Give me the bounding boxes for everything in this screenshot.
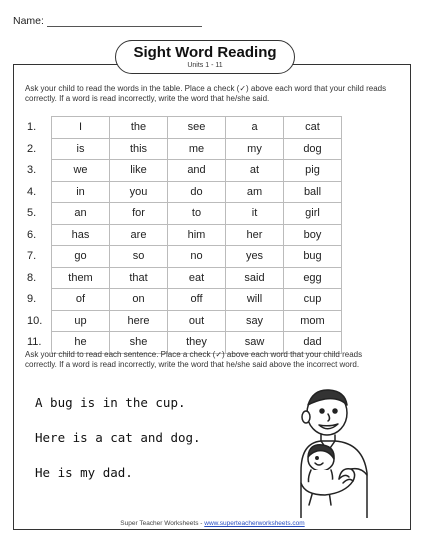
sight-word-cell: dog [284, 138, 342, 160]
sight-word-cell: boy [284, 224, 342, 246]
sight-word-cell: and [168, 160, 226, 182]
sight-word-cell: it [226, 203, 284, 225]
name-field [13, 15, 202, 27]
page-subtitle: Units 1 - 11 [187, 62, 223, 69]
sight-word-cell: on [110, 289, 168, 311]
word-row [27, 289, 342, 311]
sight-word-cell: like [110, 160, 168, 182]
sight-word-cell: an [52, 203, 110, 225]
sight-word-cell: we [52, 160, 110, 182]
row-number: 2. [27, 142, 37, 155]
sight-word-cell: in [52, 181, 110, 203]
row-number: 1. [27, 121, 37, 134]
name-line[interactable] [47, 16, 202, 27]
sentence-instructions: Ask your child to read each sentence. Place a check (✓) above each word that your child reads correctly. If a word is read incorrectly, write the word that he/she said above the incorrect word. [25, 350, 363, 369]
word-row [27, 267, 342, 289]
row-number: 7. [27, 250, 37, 263]
sentence: He is my dad. [35, 465, 133, 480]
word-row [27, 117, 342, 139]
word-row [27, 246, 342, 268]
sight-word-cell: I [52, 117, 110, 139]
row-number: 6. [27, 228, 37, 241]
row-number: 8. [27, 271, 37, 284]
sentence: Here is a cat and dog. [35, 430, 201, 445]
sight-word-cell: saw [226, 332, 284, 354]
sight-word-cell: she [110, 332, 168, 354]
word-row [27, 138, 342, 160]
sight-word-cell: say [226, 310, 284, 332]
sight-word-cell: out [168, 310, 226, 332]
footer-brand: Super Teacher Worksheets [120, 520, 199, 527]
footer-separator: - [198, 520, 205, 527]
sight-word-cell: for [110, 203, 168, 225]
row-number: 11. [27, 336, 42, 349]
sight-word-cell: the [110, 117, 168, 139]
sight-word-cell: do [168, 181, 226, 203]
sight-word-cell: ball [284, 181, 342, 203]
sight-word-cell: mom [284, 310, 342, 332]
sight-word-cell: are [110, 224, 168, 246]
sight-word-cell: they [168, 332, 226, 354]
sight-word-cell: he [52, 332, 110, 354]
father-child-illustration [295, 383, 380, 518]
row-number: 10. [27, 314, 43, 327]
sight-word-cell: him [168, 224, 226, 246]
sight-word-cell: of [52, 289, 110, 311]
word-row [27, 181, 342, 203]
footer [0, 520, 425, 527]
page-title: Sight Word Reading [133, 44, 277, 61]
sight-word-cell: am [226, 181, 284, 203]
word-row [27, 160, 342, 182]
sight-word-cell: a [226, 117, 284, 139]
word-row [27, 224, 342, 246]
sight-word-cell: so [110, 246, 168, 268]
sight-word-cell: me [168, 138, 226, 160]
sight-word-cell: egg [284, 267, 342, 289]
sentence: A bug is in the cup. [35, 395, 186, 410]
row-number: 4. [27, 185, 37, 198]
name-label: Name: [13, 15, 44, 27]
sentence-list [35, 395, 201, 500]
sight-word-cell: said [226, 267, 284, 289]
sight-word-cell: pig [284, 160, 342, 182]
sight-word-cell: eat [168, 267, 226, 289]
row-number: 3. [27, 164, 37, 177]
sight-word-cell: here [110, 310, 168, 332]
row-number: 5. [27, 207, 37, 220]
sight-word-cell: girl [284, 203, 342, 225]
sight-word-cell: them [52, 267, 110, 289]
sight-word-cell: off [168, 289, 226, 311]
sight-word-cell: go [52, 246, 110, 268]
sight-word-cell: this [110, 138, 168, 160]
table-instructions: Ask your child to read the words in the table. Place a check (✓) above each word that your child reads correctly. If a word is read incorrectly, write the word that he/she said. [25, 84, 387, 103]
sight-word-cell: dad [284, 332, 342, 354]
title-banner [115, 40, 295, 74]
sight-word-cell: will [226, 289, 284, 311]
word-table [27, 116, 342, 354]
word-row [27, 203, 342, 225]
sight-word-cell: bug [284, 246, 342, 268]
word-row [27, 310, 342, 332]
sight-word-cell: her [226, 224, 284, 246]
sight-word-cell: see [168, 117, 226, 139]
sight-word-cell: you [110, 181, 168, 203]
sight-word-cell: cup [284, 289, 342, 311]
sight-word-cell: up [52, 310, 110, 332]
row-number: 9. [27, 293, 37, 306]
sight-word-cell: yes [226, 246, 284, 268]
footer-link[interactable]: www.superteacherworksheets.com [204, 520, 305, 527]
sight-word-cell: no [168, 246, 226, 268]
sight-word-cell: that [110, 267, 168, 289]
sight-word-cell: to [168, 203, 226, 225]
sight-word-cell: cat [284, 117, 342, 139]
sight-word-cell: my [226, 138, 284, 160]
sight-word-cell: has [52, 224, 110, 246]
sight-word-cell: is [52, 138, 110, 160]
sight-word-cell: at [226, 160, 284, 182]
